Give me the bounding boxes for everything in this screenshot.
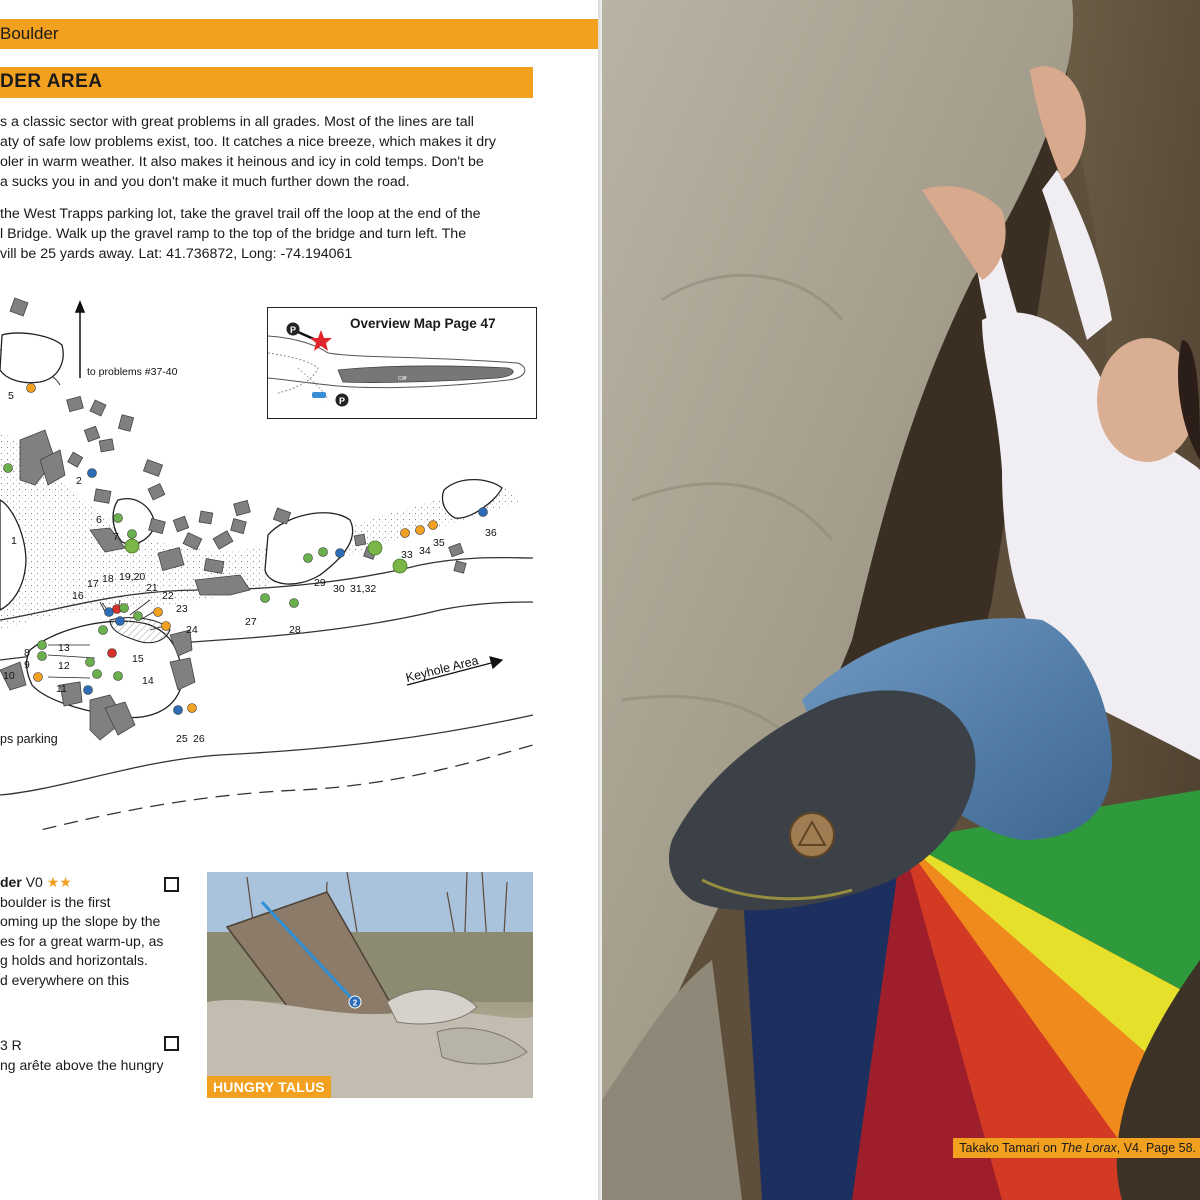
overview-map-inset [267, 307, 537, 419]
problem-label: 24 [186, 624, 198, 636]
problem-entry-2 [0, 1036, 185, 1075]
intro-paragraph-2 [0, 204, 534, 264]
problem-label: 7 [113, 531, 119, 543]
caption-suffix: , V4. Page 58. [1116, 1141, 1196, 1155]
problem-label: 11 [56, 683, 67, 695]
problem-label: 22 [162, 590, 174, 602]
intro-paragraph-1 [0, 112, 534, 192]
problem-entry-heading [0, 873, 185, 893]
problem-label: 25 [176, 733, 188, 745]
overview-parking-icon: P [289, 325, 297, 335]
problem-label: 6 [96, 514, 102, 526]
star-rating-icon: ★★ [46, 874, 72, 890]
section-title-bar [0, 67, 533, 98]
problem-grade: V0 [25, 874, 43, 890]
problem-label: 31,32 [350, 583, 377, 595]
intro-line: s a classic sector with great problems in all grades. Most of the lines are tall [0, 114, 474, 130]
photo-label: HUNGRY TALUS [207, 1076, 331, 1098]
location-star-icon [310, 330, 332, 351]
problem-label: 10 [3, 670, 15, 682]
climber-photo [602, 0, 1200, 1200]
caption-route-title: The Lorax [1060, 1141, 1117, 1155]
problem-label: 26 [193, 733, 205, 745]
boulder-outline [0, 333, 63, 383]
problem-label: 16 [72, 590, 84, 602]
tick-checkbox[interactable] [164, 877, 179, 892]
photo-caption [953, 1138, 1200, 1158]
keyhole-area-label: Keyhole Area [404, 653, 480, 685]
problem-label: 2 [76, 475, 82, 487]
problem-label: 21 [146, 582, 158, 594]
problem-label: 30 [333, 583, 345, 595]
problem-label: 1 [11, 535, 17, 547]
problem-label: 23 [176, 603, 188, 615]
problem-grade: 3 R [0, 1037, 22, 1053]
hungry-talus-photo [207, 872, 533, 1098]
problem-label: 27 [245, 616, 257, 628]
entry-line: g holds and horizontals. [0, 952, 148, 968]
problem-label: 18 [102, 573, 114, 585]
entry-line: d everywhere on this [0, 971, 130, 988]
problem-label: 17 [87, 578, 99, 590]
intro-line: vill be 25 yards away. Lat: 41.736872, Long: -74.194061 [0, 246, 353, 262]
intro-text [0, 112, 534, 276]
problem-label: 33 [401, 549, 413, 561]
section-title: DER AREA [0, 71, 103, 92]
north-arrow [76, 302, 84, 378]
intro-line: aty of safe low problems exist, too. It catches a nice breeze, which makes it dry [0, 134, 496, 150]
problem-name: der [0, 874, 22, 890]
overview-parking-icon: P [338, 396, 346, 406]
parking-road-top [0, 715, 533, 795]
entry-line: oming up the slope by the [0, 913, 161, 929]
problem-label: 14 [142, 675, 154, 687]
parking-label: ps parking [0, 732, 58, 746]
problem-entry-1 [0, 873, 185, 990]
problem-label: 9 [24, 659, 30, 671]
overview-cliff-label: Cliff [398, 376, 407, 382]
problem-label: 34 [419, 545, 431, 557]
problem-label: 19,20 [119, 571, 146, 583]
problem-label: 29 [314, 577, 326, 589]
photo-route-marker: 2 [352, 998, 358, 1008]
caption-prefix: Takako Tamari on [959, 1141, 1061, 1155]
entry-line: boulder is the first [0, 893, 111, 910]
boulder-outline [442, 480, 502, 519]
intro-line: l Bridge. Walk up the gravel ramp to the top of the bridge and turn left. The [0, 226, 467, 242]
problem-label: 28 [289, 624, 301, 636]
to-problems-label: to problems #37-40 [87, 366, 178, 378]
entry-line: ng arête above the hungry [0, 1056, 164, 1073]
problem-label: 36 [485, 527, 497, 539]
climber-photo-page [602, 0, 1200, 1200]
problem-label: 15 [132, 653, 144, 665]
intro-line: the West Trapps parking lot, take the gravel trail off the loop at the end of the [0, 206, 481, 222]
overview-map-title: Overview Map Page 47 [350, 316, 496, 331]
parking-road-center-dashes [0, 745, 533, 830]
entry-line: es for a great warm-up, as [0, 932, 164, 949]
tick-checkbox[interactable] [164, 1036, 179, 1051]
problem-label: 35 [433, 537, 445, 549]
intro-line: a sucks you in and you don't make it much further down the road. [0, 174, 410, 190]
page-header-bar [0, 19, 600, 49]
photo-illustration [207, 872, 533, 1098]
problem-label: 13 [58, 642, 70, 654]
problem-label: 5 [8, 390, 14, 402]
problem-label: 8 [24, 647, 30, 659]
intro-line: oler in warm weather. It also makes it heinous and icy in cold temps. Don't be [0, 154, 484, 170]
problem-label: 12 [58, 660, 70, 672]
page-header-title: Boulder [0, 24, 59, 43]
